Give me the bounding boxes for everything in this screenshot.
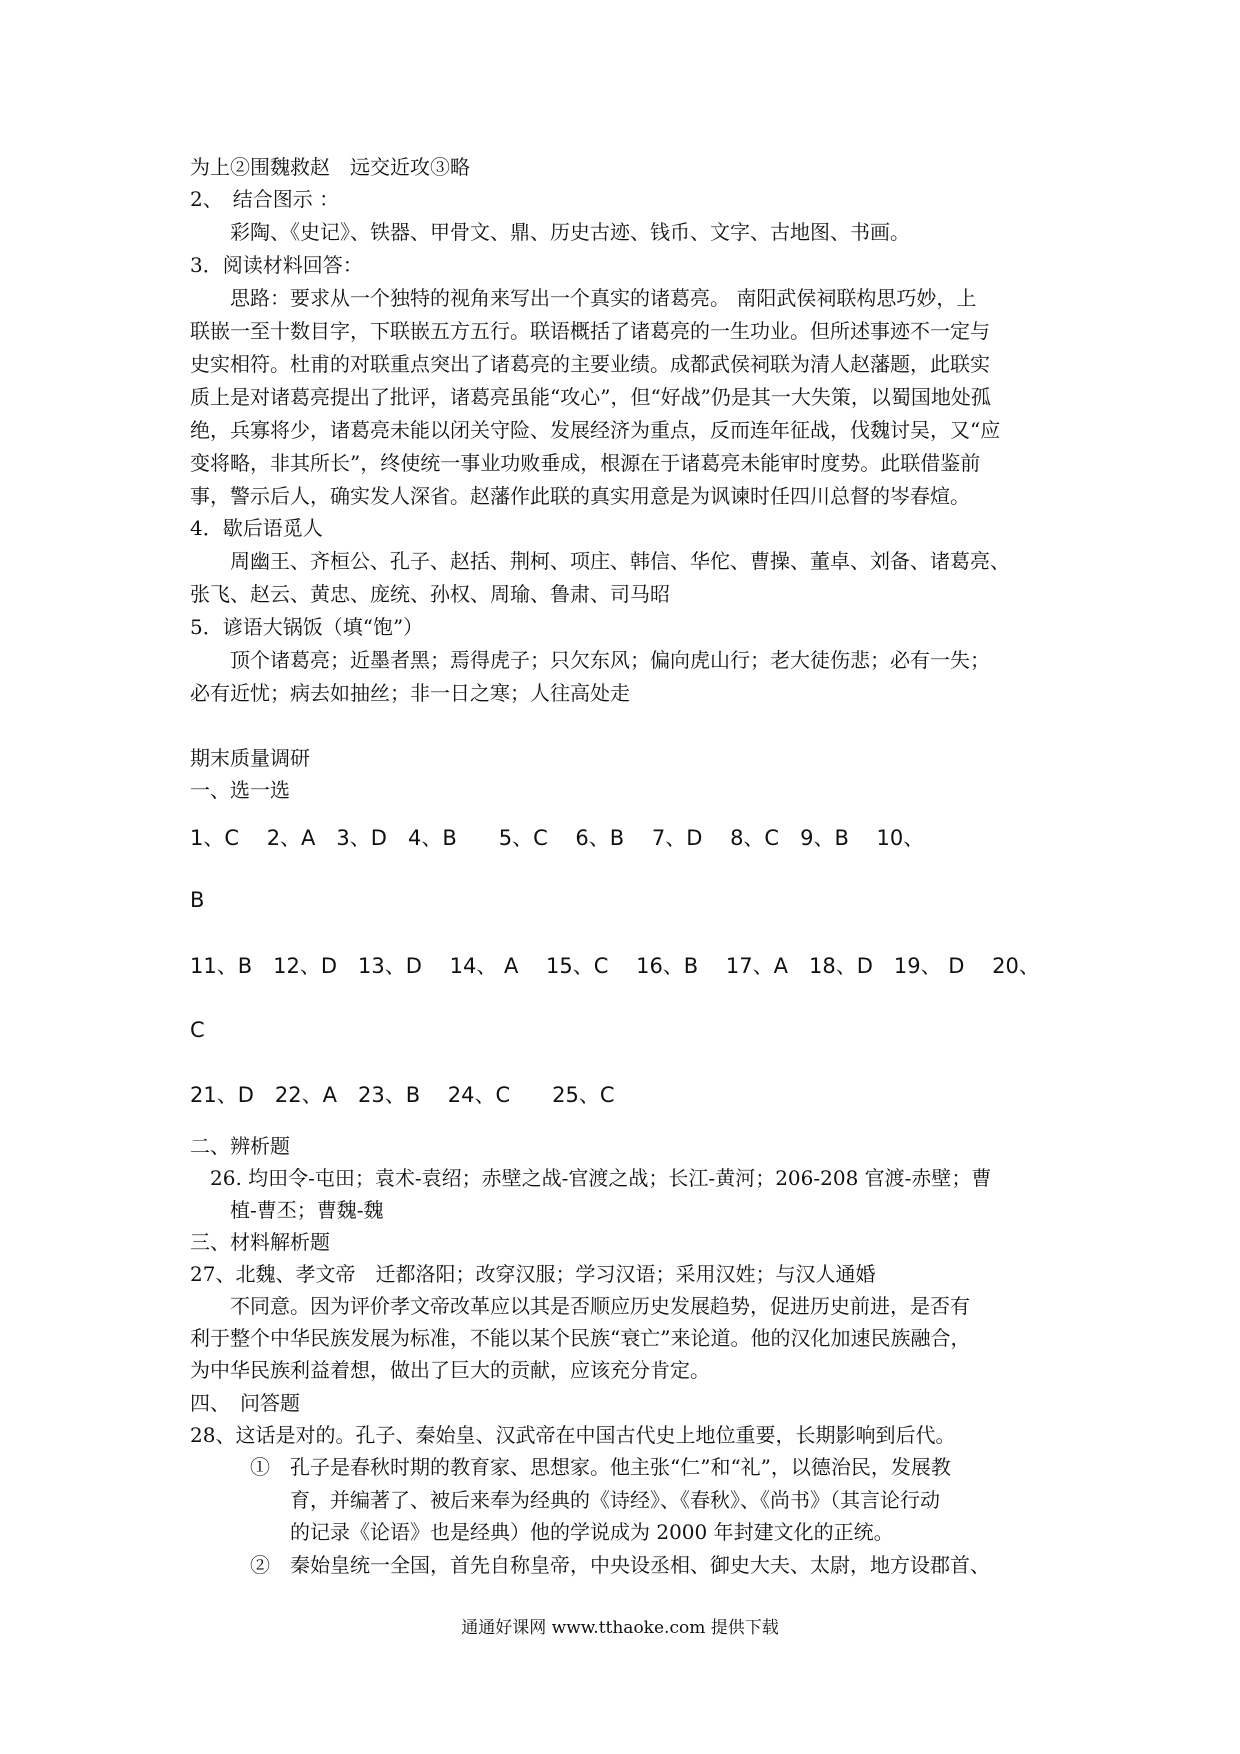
text-line: 28、这话是对的。孔子、秦始皇、汉武帝在中国古代史上地位重要，长期影响到后代。 — [190, 1423, 956, 1447]
text-line: ② 秦始皇统一全国，首先自称皇帝，中央设丞相、御史大夫、太尉，地方设郡首、 — [190, 1553, 990, 1577]
text-line: 绝，兵寡将少，诸葛亮未能以闭关守险、发展经济为重点，反而连年征战，伐魏讨吴，又“应 — [190, 418, 1001, 442]
text-line: 的记录《论语》也是经典）他的学说成为 2000 年封建文化的正统。 — [190, 1520, 894, 1544]
text-line: 必有近忧；病去如抽丝；非一日之寒；人往高处走 — [190, 681, 630, 705]
text-line: 张飞、赵云、黄忠、庞统、孙权、周瑜、鲁肃、司马昭 — [190, 582, 670, 606]
text-line: 质上是对诸葛亮提出了批评，诸葛亮虽能“攻心”，但“好战”仍是其一大失策，以蜀国地处孤 — [190, 385, 991, 409]
text-line: 利于整个中华民族发展为标准，不能以某个民族“衰亡”来论道。他的汉化加速民族融合， — [190, 1326, 971, 1350]
answer-row: 1、C 2、A 3、D 4、B 5、C 6、B 7、D 8、C 9、B 10、 — [190, 826, 925, 850]
text-line: 27、北魏、孝文帝 迁都洛阳；改穿汉服；学习汉语；采用汉姓；与汉人通婚 — [190, 1262, 876, 1286]
text-line: 周幽王、齐桓公、孔子、赵括、荆柯、项庄、韩信、华佗、曹操、董卓、刘备、诸葛亮、 — [190, 549, 1010, 573]
text-line: 变将略，非其所长”，终使统一事业功败垂成，根源在于诸葛亮未能审时度势。此联借鉴前 — [190, 451, 981, 475]
text-line: 事，警示后人，确实发人深省。赵藩作此联的真实用意是为讽谏时任四川总督的岑春煊。 — [190, 484, 970, 508]
text-line: 26. 均田令-屯田；袁术-袁绍；赤壁之战-官渡之战；长江-黄河；206-208 官渡-赤壁；曹 — [190, 1166, 992, 1190]
section-heading: 三、材料解析题 — [190, 1230, 330, 1254]
text-line: 不同意。因为评价孝文帝改革应以其是否顺应历史发展趋势，促进历史前进，是否有 — [190, 1294, 970, 1318]
section-heading: 二、辨析题 — [190, 1134, 290, 1158]
text-line: 彩陶、《史记》、铁器、甲骨文、鼎、历史古迹、钱币、文字、古地图、书画。 — [190, 220, 910, 244]
section-heading: 5．谚语大锅饭（填“饱”） — [190, 615, 424, 639]
section-heading: 4．歇后语觅人 — [190, 516, 323, 540]
answer-row: C — [190, 1018, 205, 1042]
text-line: 2、 结合图示 ： — [190, 187, 340, 211]
page-footer: 通通好课网 www.tthaoke.com 提供下载 — [461, 1618, 779, 1638]
text-line: 为中华民族利益着想，做出了巨大的贡献，应该充分肯定。 — [190, 1358, 710, 1382]
section-title: 期末质量调研 — [190, 746, 310, 770]
section-heading: 四、 问答题 — [190, 1391, 300, 1415]
text-line: 顶个诸葛亮；近墨者黑；焉得虎子；只欠东风；偏向虎山行；老大徒伤悲；必有一失； — [190, 648, 990, 672]
section-heading: 3．阅读材料回答： — [190, 253, 363, 277]
answer-row: 21、D 22、A 23、B 24、C 25、C — [190, 1083, 615, 1107]
text-line: 思路：要求从一个独特的视角来写出一个真实的诸葛亮。 南阳武侯祠联构思巧妙，上 — [190, 286, 977, 310]
section-heading: 一、选一选 — [190, 778, 290, 802]
text-line: 联嵌一至十数目字，下联嵌五方五行。联语概括了诸葛亮的一生功业。但所述事迹不一定与 — [190, 319, 990, 343]
text-line: 育，并编著了、被后来奉为经典的《诗经》、《春秋》、《尚书》（其言论行动 — [190, 1488, 940, 1512]
text-line: 史实相符。杜甫的对联重点突出了诸葛亮的主要业绩。成都武侯祠联为清人赵藩题，此联实 — [190, 352, 990, 376]
answer-row: B — [190, 888, 205, 912]
text-line: 植-曹丕；曹魏-魏 — [190, 1198, 384, 1222]
text-line: 为上②围魏救赵 远交近攻③略 — [190, 155, 470, 179]
text-line: ① 孔子是春秋时期的教育家、思想家。他主张“仁”和“礼”，以德治民，发展教 — [190, 1455, 951, 1479]
answer-row: 11、B 12、D 13、D 14、 A 15、C 16、B 17、A 18、D 19、 D 20、 — [190, 954, 1040, 978]
